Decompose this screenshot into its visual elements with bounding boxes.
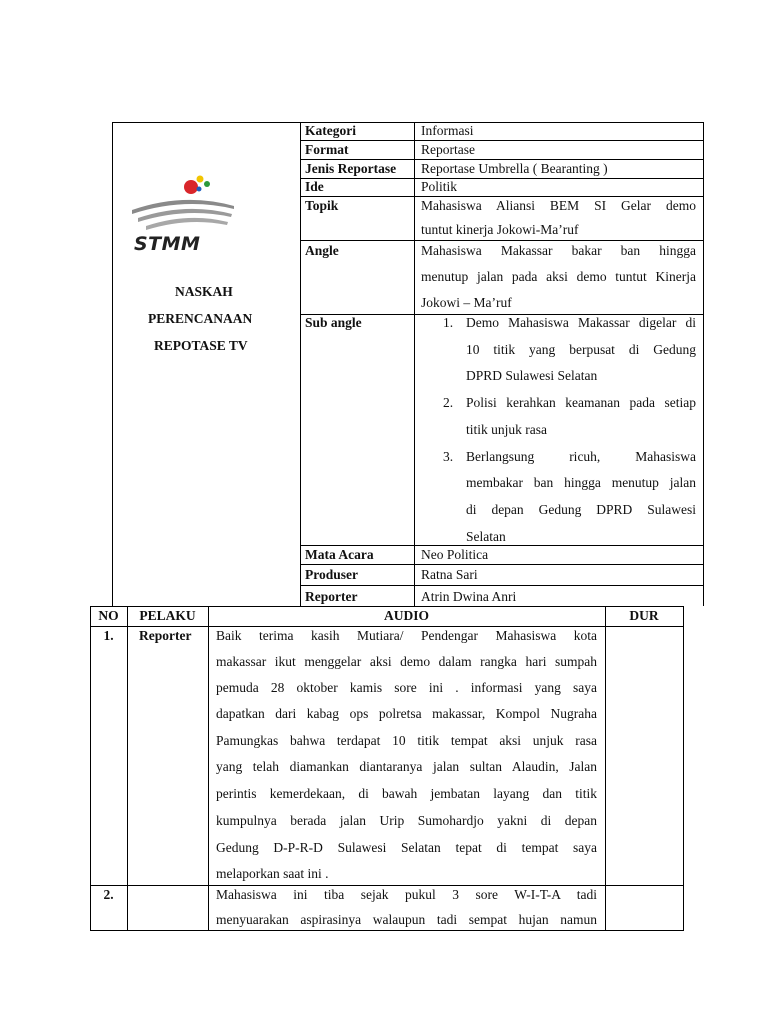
sub-angle-line: titik unjuk rasa	[466, 422, 547, 437]
header-pelaku: PELAKU	[139, 608, 196, 623]
value-angle-line: Mahasiswa Makassar bakar ban hingga	[421, 243, 696, 258]
audio-line: kumpulnya berada jalan Urip Sumohardjo yakni di depan	[216, 813, 597, 828]
header-audio: AUDIO	[383, 608, 429, 623]
value-angle-line: Jokowi – Ma’ruf	[421, 295, 512, 310]
value-produser: Ratna Sari	[421, 567, 478, 582]
audio-line: Mahasiswa ini tiba sejak pukul 3 sore W-I-T-A tadi	[216, 887, 597, 902]
row-no: 2.	[103, 887, 114, 902]
label-sub-angle: Sub angle	[305, 315, 362, 330]
header-no: NO	[98, 608, 119, 623]
sub-angle-line: DPRD Sulawesi Selatan	[466, 368, 598, 383]
sub-angle-number: 1.	[443, 315, 454, 330]
audio-line: Baik terima kasih Mutiara/ Pendengar Mahasiswa kota	[216, 628, 597, 643]
sub-angle-line: di depan Gedung DPRD Sulawesi	[466, 502, 696, 517]
sub-angle-line: membakar ban hingga menutup jalan	[466, 475, 696, 490]
label-ide: Ide	[305, 179, 324, 194]
sub-angle-line: 10 titik yang berpusat di Gedung	[466, 342, 696, 357]
sub-angle-line: Polisi kerahkan keamanan pada setiap	[466, 395, 696, 410]
value-angle-line: menutup jalan pada aksi demo tuntut Kinerja	[421, 269, 696, 284]
label-kategori: Kategori	[305, 123, 356, 138]
value-topik-line: Mahasiswa Aliansi BEM SI Gelar demo	[421, 198, 696, 213]
audio-line: yang telah diamankan diantaranya jalan sultan Alaudin, Jalan	[216, 759, 597, 774]
label-format: Format	[305, 142, 349, 157]
value-reporter: Atrin Dwina Anri	[421, 589, 517, 604]
value-ide: Politik	[421, 179, 458, 194]
row-no: 1.	[103, 628, 114, 643]
audio-line: perintis kemerdekaan, di bawah jembatan layang dan titik	[216, 786, 597, 801]
sub-angle-line: Berlangsung ricuh, Mahasiswa	[466, 449, 696, 464]
sub-angle-number: 2.	[443, 395, 454, 410]
header-dur: DUR	[629, 608, 659, 623]
doc-title-line-2: PERENCANAAN	[148, 311, 253, 326]
label-reporter: Reporter	[305, 589, 358, 604]
audio-line: pemuda 28 oktober kamis sore ini . informasi yang saya	[216, 680, 597, 695]
audio-line: melaporkan saat ini .	[216, 866, 329, 881]
label-mata-acara: Mata Acara	[305, 547, 374, 562]
value-jenis-reportase: Reportase Umbrella ( Bearanting )	[421, 161, 608, 176]
sub-angle-number: 3.	[443, 449, 454, 464]
doc-title-line-1: NASKAH	[175, 284, 233, 299]
label-angle: Angle	[305, 243, 339, 258]
doc-title-line-3: REPOTASE TV	[154, 338, 248, 353]
logo-text: STMM	[134, 233, 201, 255]
audio-line: dapatkan dari kabag ops polretsa makassar, Kompol Nugraha	[216, 706, 597, 721]
value-mata-acara: Neo Politica	[421, 547, 489, 562]
row-pelaku: Reporter	[139, 628, 192, 643]
label-topik: Topik	[305, 198, 339, 213]
audio-line: Gedung D-P-R-D Sulawesi Selatan tepat di tempat saya	[216, 840, 597, 855]
label-produser: Produser	[305, 567, 358, 582]
label-jenis-reportase: Jenis Reportase	[305, 161, 397, 176]
value-topik-line: tuntut kinerja Jokowi-Ma’ruf	[421, 222, 579, 237]
audio-line: Pamungkas bahwa terdapat 10 titik tempat aksi unjuk rasa	[216, 733, 597, 748]
value-kategori: Informasi	[421, 123, 474, 138]
value-format: Reportase	[421, 142, 475, 157]
sub-angle-line: Selatan	[466, 529, 506, 544]
stmm-logo-icon	[128, 170, 240, 240]
audio-line: makassar ikut menggelar aksi demo dalam rangka hari sumpah	[216, 654, 597, 669]
sub-angle-line: Demo Mahasiswa Makassar digelar di	[466, 315, 696, 330]
audio-line: menyuarakan aspirasinya walaupun tadi sempat hujan namun	[216, 912, 597, 927]
